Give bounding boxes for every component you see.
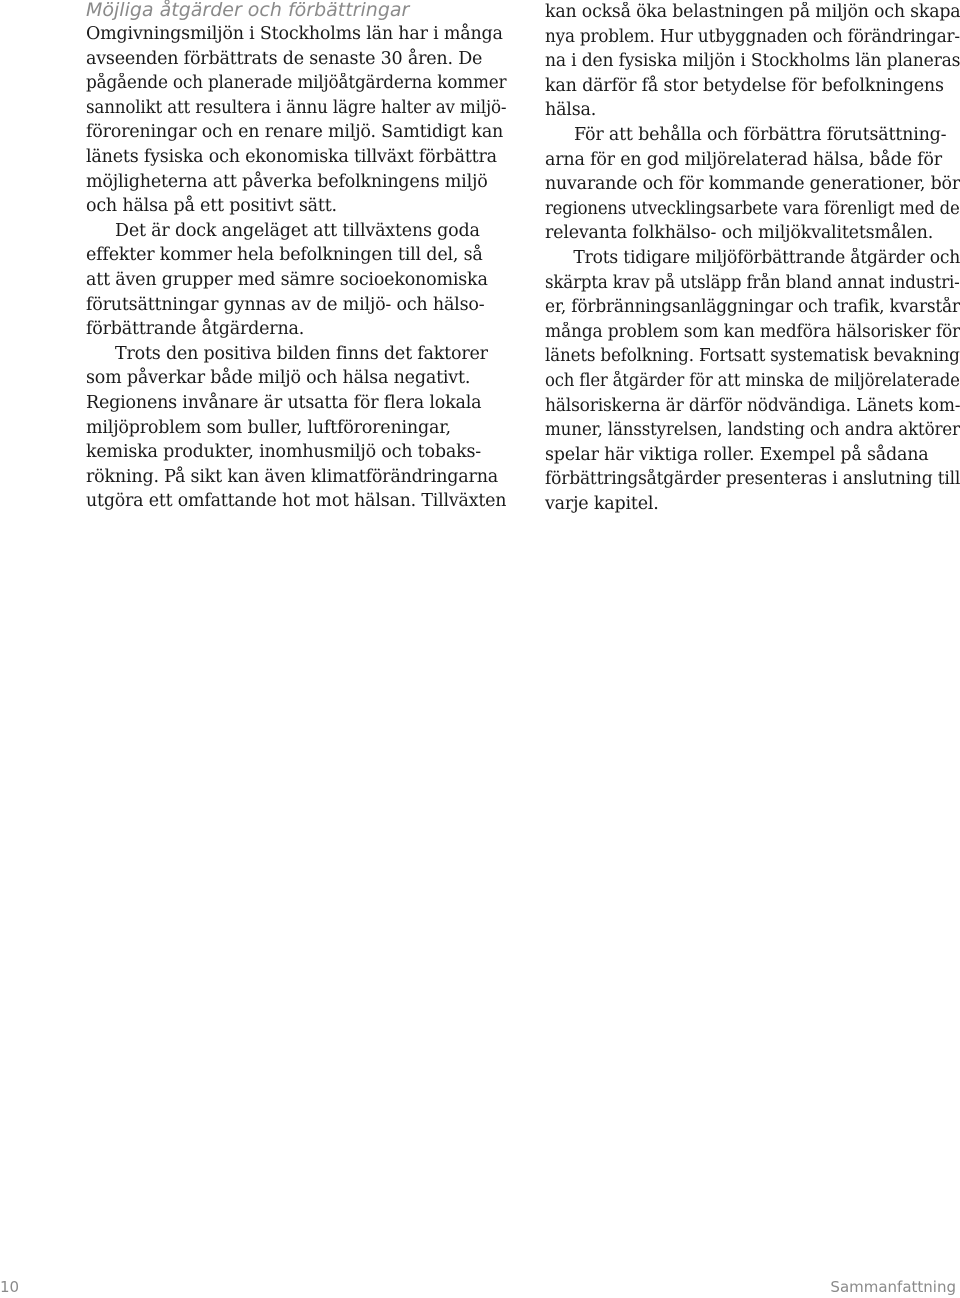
body-line: kan därför få stor betydelse för befolkningens	[545, 75, 944, 96]
body-line: rökning. På sikt kan även klimatförändringarna	[86, 466, 498, 487]
body-line: kan också öka belastningen på miljön och skapa	[545, 2, 960, 22]
body-line: nuvarande och för kommande generationer, bör	[545, 174, 960, 195]
body-line: skärpta krav på utsläpp från bland annat industri-	[545, 272, 960, 293]
body-line: spelar här viktiga roller. Exempel på sådana	[545, 444, 929, 465]
right-column	[545, 0, 960, 516]
body-line: miljöproblem som buller, luftföroreningar,	[86, 417, 451, 438]
body-line: länets fysiska och ekonomiska tillväxt förbättra	[86, 146, 497, 167]
body-line: varje kapitel.	[545, 493, 659, 514]
running-footer: Sammanfattning	[830, 1278, 956, 1296]
body-line: Regionens invånare är utsatta för flera lokala	[86, 392, 482, 413]
body-line: arna för en god miljörelaterad hälsa, både för	[545, 149, 942, 170]
body-line: För att behålla och förbättra förutsättning-	[574, 124, 947, 145]
body-line: hälsa.	[545, 100, 597, 121]
body-line: hälsoriskerna är därför nödvändiga. Länets kom-	[545, 395, 960, 416]
body-line: förbättringsåtgärder presenteras i anslutning till	[545, 469, 960, 490]
body-line: pågående och planerade miljöåtgärderna kommer	[86, 73, 507, 94]
body-line: sannolikt att resultera i ännu lägre halter av miljö-	[86, 97, 507, 118]
body-line: muner, länsstyrelsen, landsting och andra aktörer	[545, 420, 960, 441]
body-line: att även grupper med sämre socioekonomiska	[86, 269, 488, 290]
body-line: Trots tidigare miljöförbättrande åtgärder och	[573, 247, 960, 268]
left-column	[86, 0, 506, 514]
body-line: Omgivningsmiljön i Stockholms län har i många	[86, 24, 503, 44]
body-line: föroreningar och en renare miljö. Samtidigt kan	[86, 122, 504, 143]
body-line: och fler åtgärder för att minska de miljörelaterade	[545, 370, 960, 391]
body-line: som påverkar både miljö och hälsa negativt.	[86, 368, 471, 389]
body-line: Det är dock angeläget att tillväxtens goda	[115, 220, 480, 241]
body-line: er, förbränningsanläggningar och trafik, kvarstår	[545, 297, 960, 318]
body-line: utgöra ett omfattande hot mot hälsan. Tillväxten	[86, 491, 507, 512]
body-line: regionens utvecklingsarbete vara förenligt med de	[545, 198, 960, 219]
body-line: relevanta folkhälso- och miljökvalitetsmålen.	[545, 223, 934, 244]
body-line: och hälsa på ett positivt sätt.	[86, 196, 337, 217]
body-line: möjligheterna att påverka befolkningens miljö	[86, 171, 488, 192]
body-line: kemiska produkter, inomhusmiljö och tobaks-	[86, 442, 481, 463]
body-line: Trots den positiva bilden finns det faktorer	[115, 343, 488, 364]
body-line: förutsättningar gynnas av de miljö- och hälso-	[86, 294, 485, 315]
body-line: nya problem. Hur utbyggnaden och förändringar-	[545, 26, 960, 47]
page-number: 10	[0, 1278, 20, 1296]
body-line: na i den fysiska miljön i Stockholms län planeras	[545, 51, 960, 72]
body-line: effekter kommer hela befolkningen till del, så	[86, 245, 483, 266]
section-heading: Möjliga åtgärder och förbättringar	[86, 0, 410, 21]
body-line: förbättrande åtgärderna.	[86, 319, 305, 340]
body-line: avseenden förbättrats de senaste 30 åren. De	[86, 48, 483, 69]
body-line: många problem som kan medföra hälsorisker för	[545, 321, 960, 342]
body-line: länets befolkning. Fortsatt systematisk bevakning	[545, 346, 960, 367]
